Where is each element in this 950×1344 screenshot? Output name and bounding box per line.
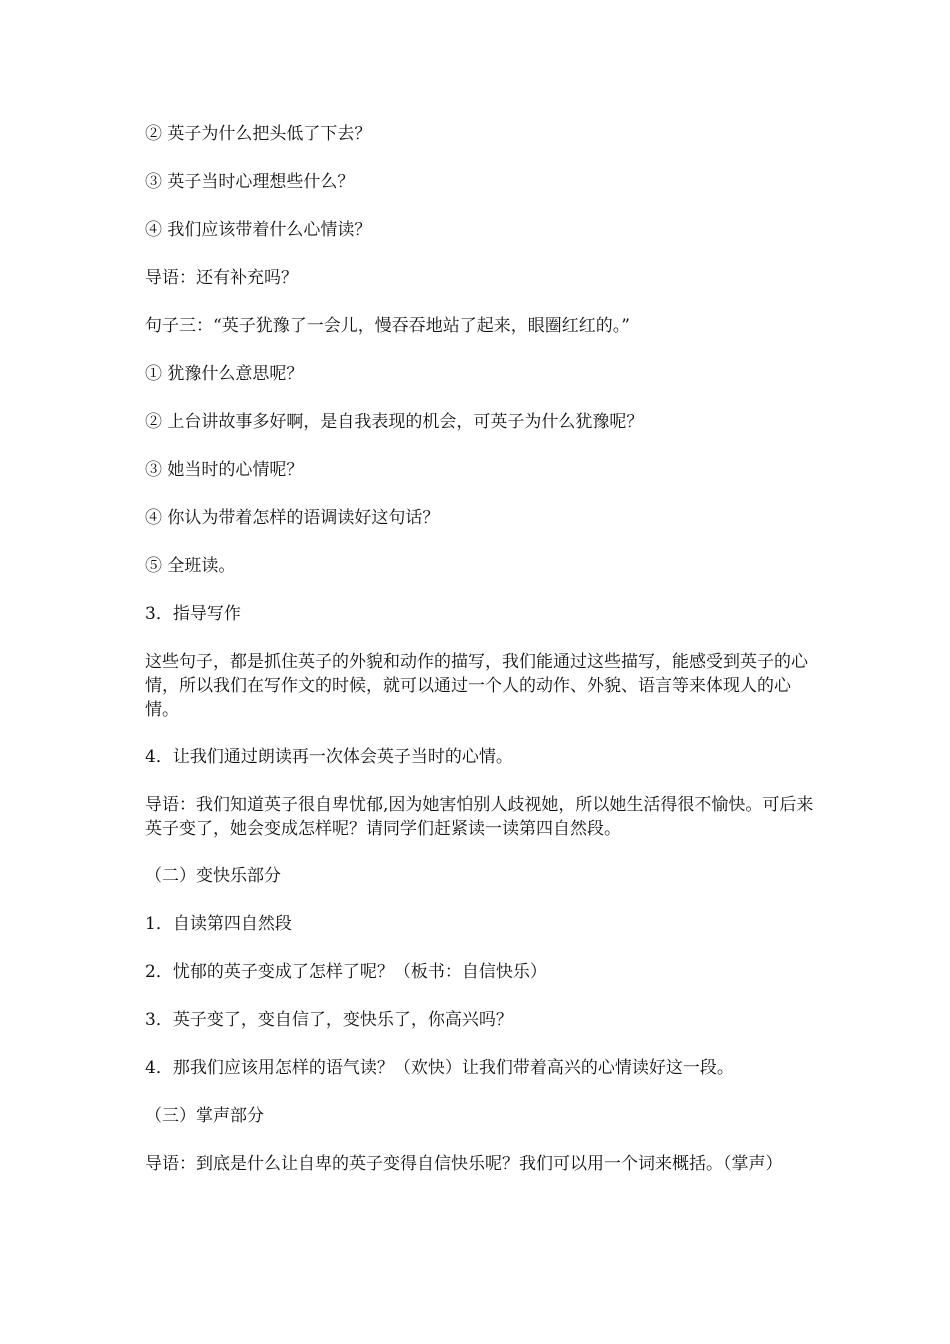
section-applause-part: （三）掌声部分 bbox=[145, 1106, 264, 1126]
happy-step-4: 4．那我们应该用怎样的语气读？（欢快）让我们带着高兴的心情读好这一段。 bbox=[145, 1058, 734, 1078]
sentence-three-question-1: ① 犹豫什么意思呢？ bbox=[145, 364, 304, 384]
guide-prompt: 导语：还有补充吗？ bbox=[145, 268, 298, 288]
question-3: ③ 英子当时心理想些什么？ bbox=[145, 172, 355, 192]
happy-step-2: 2．忧郁的英子变成了怎样了呢？（板书：自信快乐） bbox=[145, 962, 547, 982]
section-happy-part: （二）变快乐部分 bbox=[145, 866, 281, 886]
question-4: ④ 我们应该带着什么心情读？ bbox=[145, 220, 372, 240]
sentence-three: 句子三：“英子犹豫了一会儿，慢吞吞地站了起来，眼圈红红的。” bbox=[145, 316, 630, 336]
document-page bbox=[145, 122, 815, 1199]
sentence-three-question-4: ④ 你认为带着怎样的语调读好这句话？ bbox=[145, 508, 440, 528]
reading-step-4: 4．让我们通过朗读再一次体会英子当时的心情。 bbox=[145, 747, 513, 767]
writing-guidance-body: 这些句子，都是抓住英子的外貌和动作的描写，我们能通过这些描写，能感受到英子的心情，所以我们在写作文的时候，就可以通过一个人的动作、外貌、语言等来体现人的心情。 bbox=[145, 652, 808, 720]
sentence-three-question-5: ⑤ 全班读。 bbox=[145, 556, 236, 576]
section-writing-guidance: 3．指导写作 bbox=[145, 604, 241, 624]
happy-step-3: 3．英子变了，变自信了，变快乐了，你高兴吗？ bbox=[145, 1010, 513, 1030]
sentence-three-question-3: ③ 她当时的心情呢？ bbox=[145, 460, 304, 480]
guide-prompt-paragraph-four: 导语：我们知道英子很自卑忧郁,因为她害怕别人歧视她，所以她生活得很不愉快。可后来英子变了，她会变成怎样呢？请同学们赶紧读一读第四自然段。 bbox=[145, 795, 814, 839]
happy-step-1: 1．自读第四自然段 bbox=[145, 914, 292, 934]
sentence-three-question-2: ② 上台讲故事多好啊，是自我表现的机会，可英子为什么犹豫呢？ bbox=[145, 412, 644, 432]
guide-prompt-applause: 导语：到底是什么让自卑的英子变得自信快乐呢？我们可以用一个词来概括。（掌声） bbox=[145, 1154, 783, 1174]
question-2: ② 英子为什么把头低了下去？ bbox=[145, 124, 372, 144]
